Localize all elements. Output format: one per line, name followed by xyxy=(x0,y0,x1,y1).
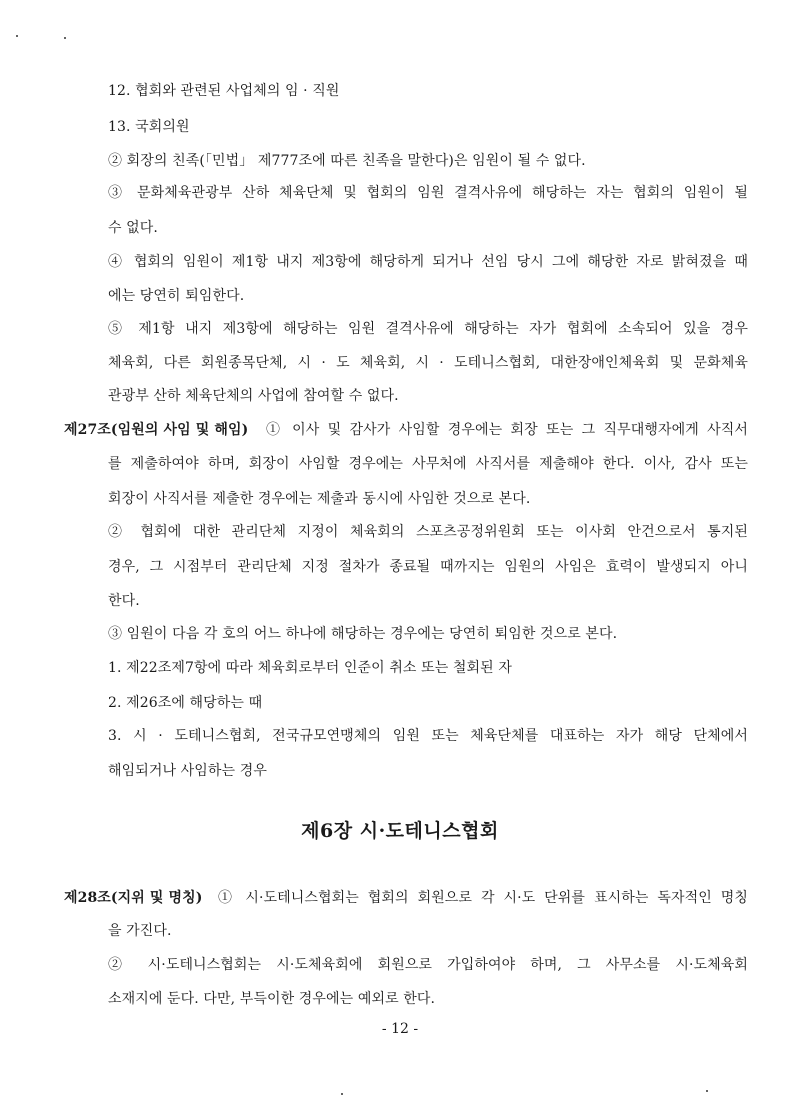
paragraph-line: 수 없다. xyxy=(108,220,158,236)
paragraph-line: ④ 협회의 임원이 제1항 내지 제3항에 해당하게 되거나 선임 당시 그에 해당한 자로 밝혀졌을 때 xyxy=(108,254,748,270)
paragraph-line: ⑤ 제1항 내지 제3항에 해당하는 임원 결격사유에 해당하는 자가 협회에 소속되어 있을 경우 xyxy=(108,321,748,337)
paragraph-line: ② 협회에 대한 관리단체 지정이 체육회의 스포츠공정위원회 또는 이사회 안건으로서 통지된 xyxy=(108,524,748,540)
paragraph-line: ③ 임원이 다음 각 호의 어느 하나에 해당하는 경우에는 당연히 퇴임한 것으로 본다. xyxy=(108,626,618,642)
paragraph-line: 체육회, 다른 회원종목단체, 시 · 도 체육회, 시 · 도테니스협회, 대한장애인체육회 및 문화체육 xyxy=(108,355,748,371)
scan-speck xyxy=(64,37,66,39)
scan-speck xyxy=(706,1090,708,1092)
paragraph-line: 에는 당연히 퇴임한다. xyxy=(108,288,245,304)
article-27-heading: 제27조(임원의 사임 및 해임) xyxy=(64,422,249,438)
list-item: 1. 제22조제7항에 따라 체육회로부터 인준이 취소 또는 철회된 자 xyxy=(108,660,512,676)
paragraph-line: 를 제출하여야 하며, 회장이 사임할 경우에는 사무처에 사직서를 제출해야 한다. 이사, 감사 또는 xyxy=(108,456,748,472)
scan-speck xyxy=(341,1093,343,1095)
list-item: 13. 국회의원 xyxy=(108,119,190,135)
paragraph-line: ① 이사 및 감사가 사임할 경우에는 회장 또는 그 직무대행자에게 사직서 xyxy=(266,422,748,438)
paragraph-line: ② 회장의 친족(「민법」 제777조에 따른 친족을 말한다)은 임원이 될 수 없다. xyxy=(108,153,586,169)
scan-speck xyxy=(16,35,18,37)
page-number: - 12 - xyxy=(381,1021,419,1037)
list-item: 3. 시 · 도테니스협회, 전국규모연맹체의 임원 또는 체육단체를 대표하는 자가 해당 단체에서 xyxy=(108,728,748,744)
paragraph-line: 소재지에 둔다. 다만, 부득이한 경우에는 예외로 한다. xyxy=(108,991,436,1007)
paragraph-line: 을 가진다. xyxy=(108,923,172,939)
paragraph-line: ② 시·도테니스협회는 시·도체육회에 회원으로 가입하여야 하며, 그 사무소를 시·도체육회 xyxy=(108,957,748,973)
paragraph-line: 회장이 사직서를 제출한 경우에는 제출과 동시에 사임한 것으로 본다. xyxy=(108,491,531,507)
list-item: 해임되거나 사임하는 경우 xyxy=(108,763,267,779)
paragraph-line: 관광부 산하 체육단체의 사업에 참여할 수 없다. xyxy=(108,388,399,404)
list-item: 12. 협회와 관련된 사업체의 임 · 직원 xyxy=(108,83,340,99)
paragraph-line: ① 시·도테니스협회는 협회의 회원으로 각 시·도 단위를 표시하는 독자적인 명칭 xyxy=(218,890,748,906)
list-item: 2. 제26조에 해당하는 때 xyxy=(108,695,263,711)
chapter-title: 제6장 시·도테니스협회 xyxy=(301,820,499,842)
paragraph-line: 한다. xyxy=(108,593,140,609)
article-28-heading: 제28조(지위 및 명칭) xyxy=(64,890,203,906)
paragraph-line: ③ 문화체육관광부 산하 체육단체 및 협회의 임원 결격사유에 해당하는 자는 협회의 임원이 될 xyxy=(108,185,748,201)
paragraph-line: 경우, 그 시점부터 관리단체 지정 절차가 종료될 때까지는 임원의 사임은 효력이 발생되지 아니 xyxy=(108,559,748,575)
